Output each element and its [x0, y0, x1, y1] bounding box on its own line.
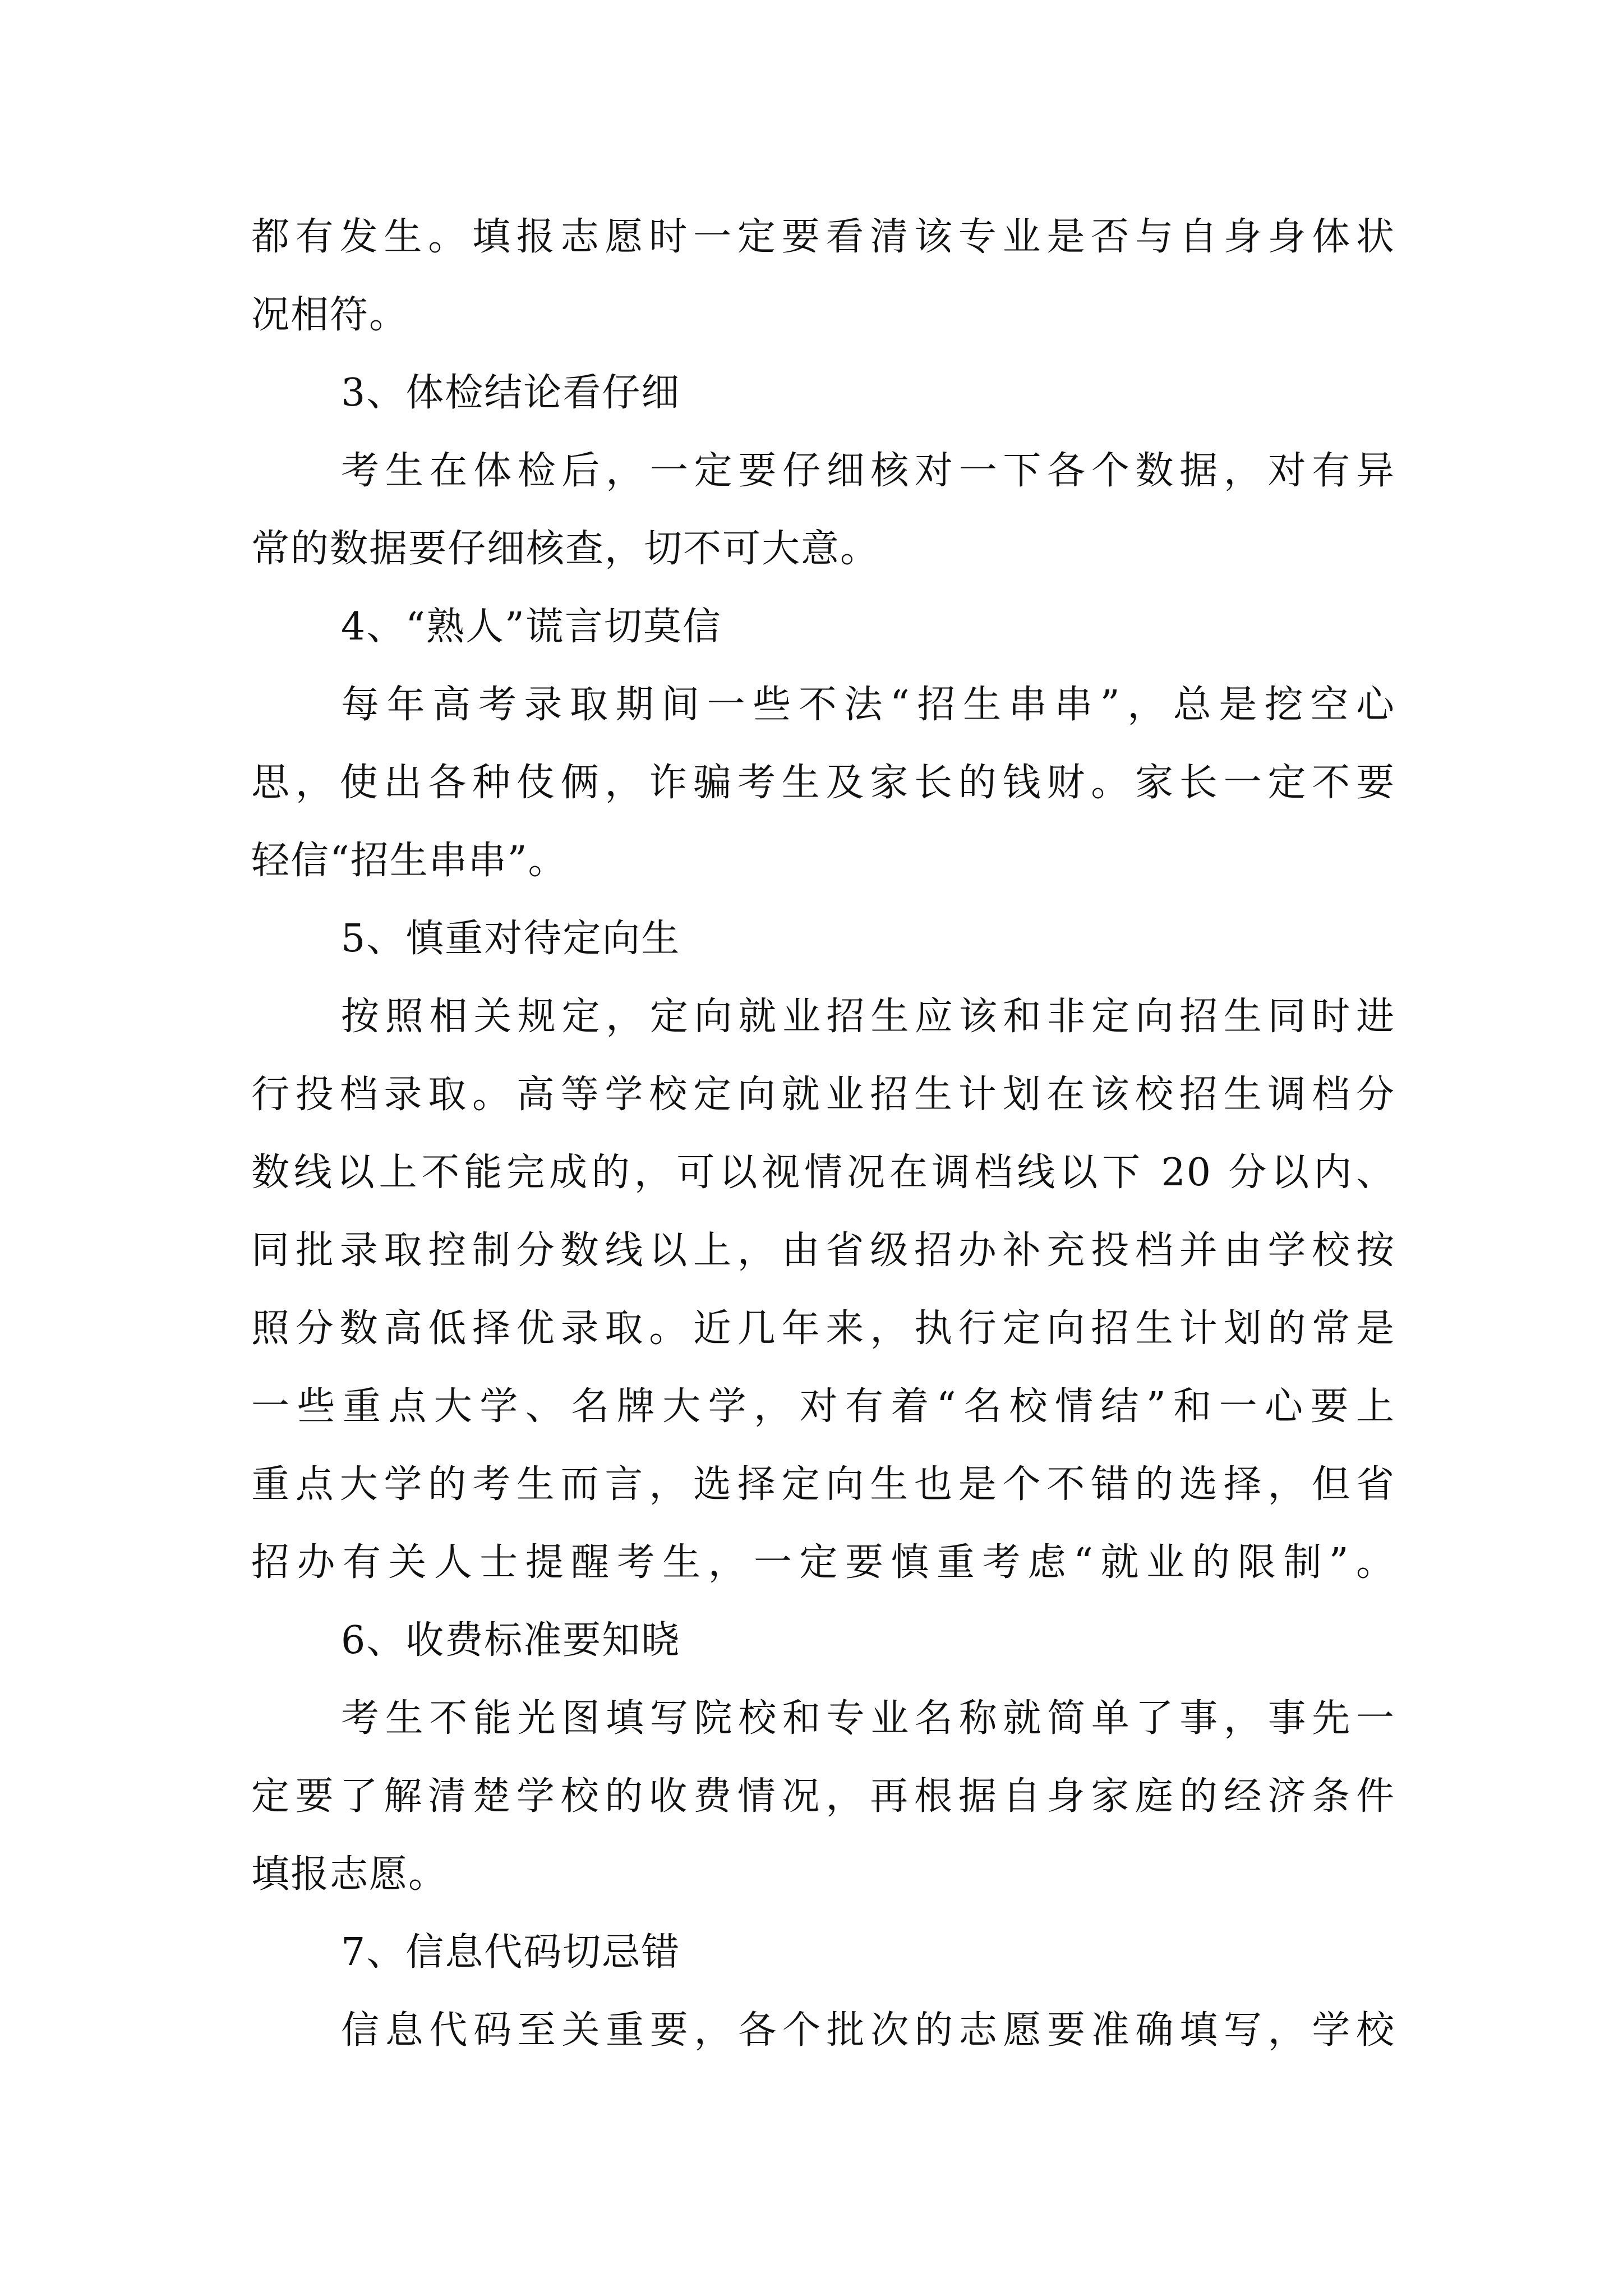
text-line: 按照相关规定，定向就业招生应该和非定向招生同时进 [341, 995, 1395, 1039]
text-line: 常的数据要仔细核查，切不可大意。 [251, 527, 880, 571]
text-line: 轻信“招生串串”。 [251, 839, 568, 883]
section-heading: 7、信息代码切忌错 [341, 1930, 681, 1975]
text-line: 都有发生。填报志愿时一定要看清该专业是否与自身身体状 [251, 215, 1395, 259]
section-heading: 3、体检结论看仔细 [341, 371, 681, 415]
text-line: 行投档录取。高等学校定向就业招生计划在该校招生调档分 [251, 1073, 1395, 1117]
text-line: 考生不能光图填写院校和专业名称就简单了事，事先一 [341, 1696, 1395, 1741]
section-heading: 4、“熟人”谎言切莫信 [341, 605, 722, 649]
text-line: 招办有关人士提醒考生，一定要慎重考虑“就业的限制”。 [251, 1540, 1395, 1585]
text-line: 思，使出各种伎俩，诈骗考生及家长的钱财。家长一定不要 [251, 761, 1395, 805]
text-line: 数线以上不能完成的，可以视情况在调档线以下 20 分以内、 [251, 1151, 1395, 1195]
text-line: 信息代码至关重要，各个批次的志愿要准确填写，学校 [341, 2008, 1395, 2053]
text-line: 每年高考录取期间一些不法“招生串串”，总是挖空心 [341, 683, 1395, 727]
text-line: 重点大学的考生而言，选择定向生也是个不错的选择，但省 [251, 1462, 1395, 1507]
text-line: 照分数高低择优录取。近几年来，执行定向招生计划的常是 [251, 1306, 1395, 1351]
text-line: 定要了解清楚学校的收费情况，再根据自身家庭的经济条件 [251, 1774, 1395, 1819]
text-line: 填报志愿。 [251, 1852, 448, 1897]
text-line: 考生在体检后，一定要仔细核对一下各个数据，对有异 [341, 449, 1395, 493]
text-line: 同批录取控制分数线以上，由省级招办补充投档并由学校按 [251, 1228, 1395, 1273]
section-heading: 5、慎重对待定向生 [341, 917, 681, 961]
section-heading: 6、收费标准要知晓 [341, 1618, 681, 1663]
text-line: 一些重点大学、名牌大学，对有着“名校情结”和一心要上 [251, 1384, 1395, 1429]
text-line: 况相符。 [251, 293, 409, 337]
